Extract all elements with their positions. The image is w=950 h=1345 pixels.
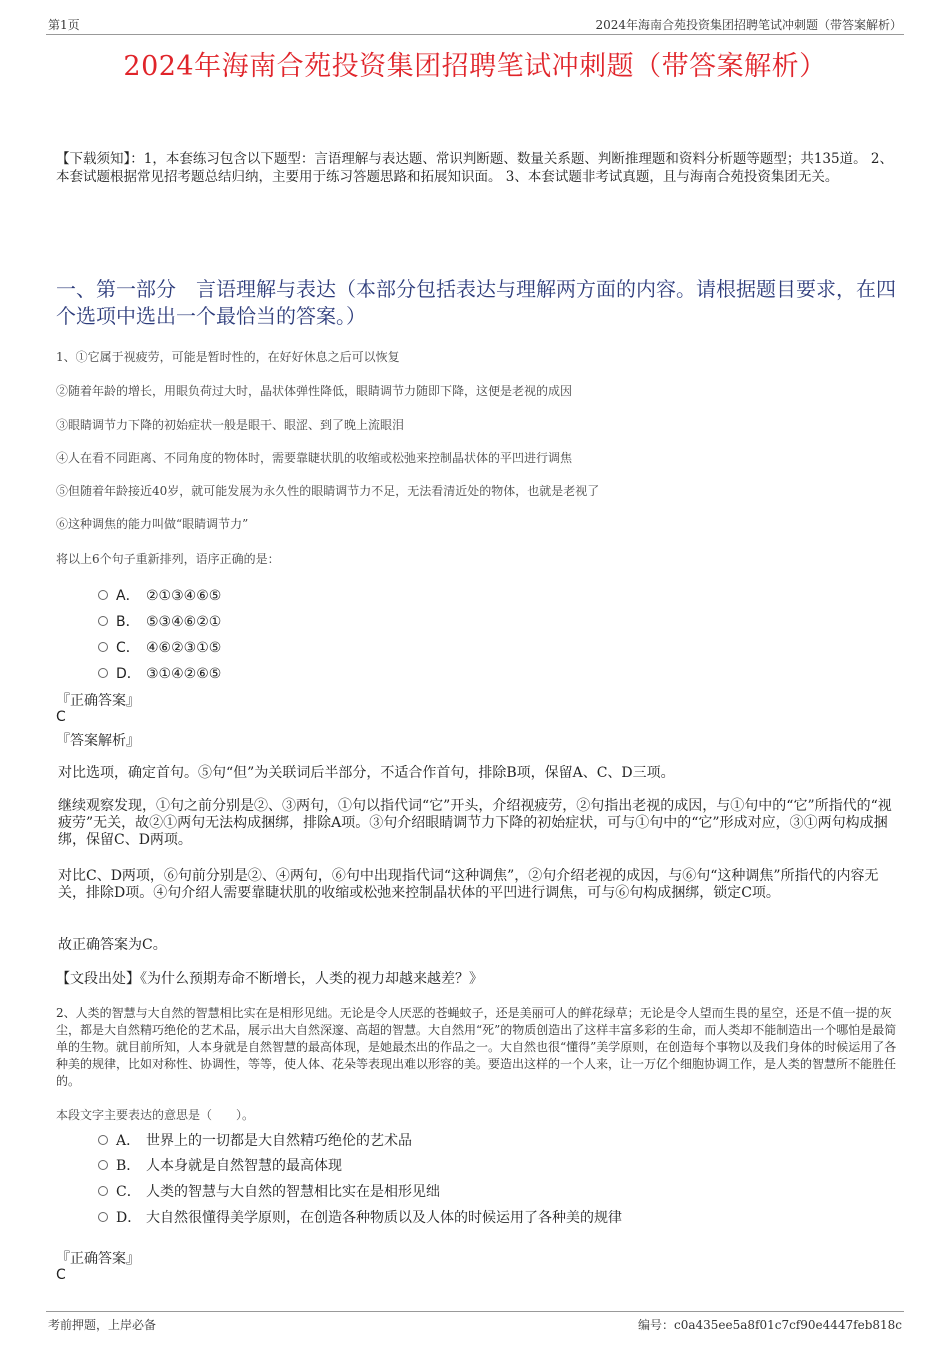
q1-option-c[interactable]: C． ④⑥②③①⑤ [98, 637, 221, 657]
q2-answer-label: 『正确答案』 [56, 1251, 140, 1267]
page-number: 第1页 [48, 18, 80, 32]
radio-icon[interactable] [98, 1160, 108, 1170]
q2-passage: 2、人类的智慧与大自然的智慧相比实在是相形见绌。无论是令人厌恶的苍蝇蚊子，还是美丽可人的鲜花绿草；无论是令人望而生畏的星空，还是不值一提的灰尘，都是大自然精巧绝伦的艺术品，展示出大自然深邃、高超的智慧。大自然用“死”的物质创造出了这样丰富多彩的生命，而人类却不能制造出一个哪怕是最简单的生物。就目前所知，人本身就是自然智慧的最高体现，是她最杰出的作品之一。大自然也很“懂得”美学原则，在创造每个事物以及我们身体的时候运用了各种美的规律，比如对称性、协调性，等等，使人体、花朵等表现出难以形容的美。要造出这样的一个人来，让一万亿个细胞协调工作，是人类的智慧所不能胜任的。 [56, 1006, 897, 1088]
q2-option-a[interactable]: A． 世界上的一切都是大自然精巧绝伦的艺术品 [98, 1130, 412, 1150]
q1-line-2: ②随着年龄的增长，用眼负荷过大时，晶状体弹性降低，眼睛调节力随即下降，这便是老视的成因 [56, 384, 573, 398]
page-footer [46, 1311, 904, 1336]
q2-option-d[interactable]: D． 大自然很懂得美学原则，在创造各种物质以及人体的时候运用了各种美的规律 [98, 1207, 622, 1227]
q1-analysis-label: 『答案解析』 [56, 733, 140, 749]
page-header [46, 14, 904, 35]
radio-icon[interactable] [98, 1186, 108, 1196]
download-notice: 【下载须知】：1，本套练习包含以下题型：言语理解与表达题、常识判断题、数量关系题、判断推理题和资料分析题等题型；共135道。 2、本套试题根据常见招考题总结归纳，主要用于练习答题思路和拓展知识面。 3、本套试题非考试真题，且与海南合苑投资集团无关。 [56, 151, 893, 185]
q2-option-c[interactable]: C． 人类的智慧与大自然的智慧相比实在是相形见绌 [98, 1181, 440, 1201]
document-title: 2024年海南合苑投资集团招聘笔试冲刺题（带答案解析） [123, 51, 827, 82]
radio-icon[interactable] [98, 616, 108, 626]
q2-answer: C [56, 1267, 66, 1283]
radio-icon[interactable] [98, 668, 108, 678]
q1-analysis-3: 对比C、D两项，⑥句前分别是②、④两句，⑥句中出现指代词“这种调焦”，②句介绍老视的成因，与⑥句“这种调焦”所指代的内容无关，排除D项。④句介绍人需要靠睫状肌的收缩或松弛来控制晶状体的平凹进行调焦，可与⑥句构成捆绑，锁定C项。 [58, 868, 879, 901]
radio-icon[interactable] [98, 1212, 108, 1222]
section-title: 一、第一部分 言语理解与表达（本部分包括表达与理解两方面的内容。请根据题目要求，在四个选项中选出一个最恰当的答案。） [56, 277, 896, 328]
header-doc-title: 2024年海南合苑投资集团招聘笔试冲刺题（带答案解析） [595, 18, 902, 32]
q1-answer: C [56, 709, 66, 725]
q1-option-d[interactable]: D． ③①④②⑥⑤ [98, 663, 221, 683]
q1-option-a[interactable]: A． ②①③④⑥⑤ [98, 585, 221, 605]
radio-icon[interactable] [98, 1135, 108, 1145]
q1-source: 【文段出处】《为什么预期寿命不断增长，人类的视力却越来越差？》 [56, 971, 483, 987]
footer-document-id: 编号：c0a435ee5a8f01c7cf90e4447feb818c [637, 1318, 902, 1332]
q1-answer-label: 『正确答案』 [56, 693, 140, 709]
q2-option-b[interactable]: B． 人本身就是自然智慧的最高体现 [98, 1155, 342, 1175]
radio-icon[interactable] [98, 590, 108, 600]
q1-analysis-2: 继续观察发现，①句之前分别是②、③两句，①句以指代词“它”开头，介绍视疲劳，②句指出老视的成因，与①句中的“它”所指代的“视疲劳”无关，故②①两句无法构成捆绑，排除A项。③句介绍眼睛调节力下降的初始症状，可与①句中的“它”形成对应，③①两句构成捆绑，保留C、D两项。 [58, 798, 892, 848]
q1-line-5: ⑤但随着年龄接近40岁，就可能发展为永久性的眼睛调节力不足，无法看清近处的物体，也就是老视了 [56, 484, 600, 498]
q1-prompt: 将以上6个句子重新排列，语序正确的是： [56, 552, 280, 566]
q1-option-b[interactable]: B． ⑤③④⑥②① [98, 611, 221, 631]
q1-line-3: ③眼睛调节力下降的初始症状一般是眼干、眼涩、到了晚上流眼泪 [56, 418, 405, 432]
footer-slogan: 考前押题，上岸必备 [48, 1318, 157, 1332]
q1-line-4: ④人在看不同距离、不同角度的物体时，需要靠睫状肌的收缩或松弛来控制晶状体的平凹进行调焦 [56, 451, 573, 465]
radio-icon[interactable] [98, 642, 108, 652]
q1-line-1: 1、①它属于视疲劳，可能是暂时性的，在好好休息之后可以恢复 [56, 350, 400, 364]
q1-analysis-4: 故正确答案为C。 [58, 937, 167, 953]
q1-analysis-1: 对比选项，确定首句。⑤句“但”为关联词后半部分，不适合作首句，排除B项，保留A、C、D三项。 [58, 765, 675, 781]
q1-line-6: ⑥这种调焦的能力叫做“眼睛调节力” [56, 517, 249, 531]
q2-question: 本段文字主要表达的意思是（ ）。 [56, 1108, 255, 1122]
